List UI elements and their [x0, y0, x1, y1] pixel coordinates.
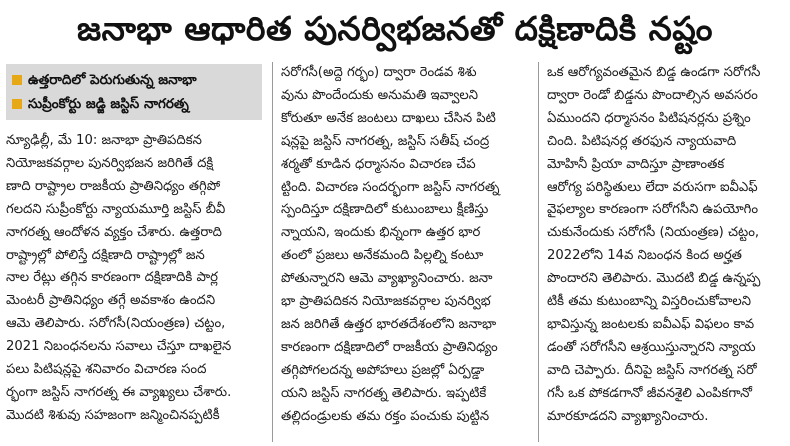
article-column-2	[272, 62, 537, 442]
square-bullet-icon	[12, 75, 22, 85]
text-line: తల్లిదండ్రులకు తమ రక్తం పంచుకు పుట్టిన	[281, 408, 490, 424]
text-line: డంతో సరోగసీని ఆశ్రయిస్తున్నారని న్యాయ	[547, 339, 756, 355]
text-line: న్నాయని, ఇందుకు భిన్నంగా ఉత్తర భార	[281, 225, 481, 241]
text-line: ద్వారా రెండో బిడ్డను పొందాల్సిన అవసరం	[547, 87, 758, 103]
text-line: ఒక ఆరోగ్యవంతమైన బిడ్డ ఉండగా సరోగసీ	[547, 65, 761, 80]
text-line: న్యూఢిల్లీ, మే 10: జనాభా ప్రాతిపదికన	[6, 133, 202, 148]
text-line: వైఫల్యాల కారణంగా సరోగసీని ఉపయోగిం	[547, 202, 759, 218]
text-line: ణాది రాష్ట్రాల రాజకీయ ప్రాతినిధ్యం తగ్గిపో	[6, 178, 221, 194]
highlight-text: సుప్రీంకోర్టు జడ్జి జస్టిస్ నాగరత్న	[28, 95, 189, 112]
text-line: టికీ తమ కుటుంబాన్ని విస్తరించుకోవాలని	[547, 294, 752, 310]
highlight-item	[12, 92, 256, 116]
highlight-item	[12, 68, 256, 92]
text-line: వును పొందేందుకు అనుమతి ఇవ్వాలని	[281, 87, 479, 103]
text-line: ట్టింది. విచారణ సందర్భంగా జస్టిస్ నాగరత్న	[281, 179, 500, 195]
text-line: తగ్గిపోగలదన్న అపోహలు ప్రజల్లో ఏర్పడ్డా	[281, 362, 485, 378]
text-line: ఏముందని ధర్మాసనం పిటిషనర్లను ప్రశ్నిం	[547, 110, 751, 126]
text-line: పలు పిటిషన్లపై శనివారం విచారణ సంద	[6, 362, 207, 378]
text-line: పోతున్నారని ఆమె వ్యాఖ్యానించారు. జనా	[281, 271, 493, 287]
text-line: కారణంగా దక్షిణాదిలో రాజకీయ ప్రాతినిధ్యం	[281, 339, 498, 355]
text-line: నాల రేట్లు తగ్గిన కారణంగా దక్షిణాదికి పార్ల	[6, 270, 218, 286]
text-line: యని జస్టిస్ నాగరత్న తెలిపారు. ఇప్పటికే	[281, 385, 487, 401]
text-line: పొందారని తెలిపారు. మొదటి బిడ్డ ఉన్నప్ప	[547, 271, 761, 287]
text-line: భావిస్తున్న జంటలకు ఐవీఎఫ్ విఫలం కావ	[547, 316, 755, 332]
text-line: 2021 నిబంధనలను సవాలు చేస్తూ దాఖలైన	[6, 339, 232, 355]
square-bullet-icon	[12, 99, 22, 109]
text-line: గలదని సుప్రీంకోర్టు న్యాయమూర్తి జస్టిస్ బీవీ	[6, 201, 226, 217]
text-line: స్పందిస్తూ దక్షిణాదిలో కుటుంబాలు క్షీణిస్తు	[281, 202, 489, 218]
text-line: మారకూడదని వ్యాఖ్యానించారు.	[547, 408, 709, 424]
text-line: మెంటరీ ప్రాతినిధ్యం తగ్గే అవకాశం ఉందని	[6, 293, 216, 309]
text-line: 2022లోని 14వ నిబంధన కింద అర్హత	[547, 248, 742, 264]
text-line: వాది చెప్పారు. దీనిపై జస్టిస్ నాగరత్న సరో	[547, 362, 757, 378]
text-line: భా ప్రాతిపదికన నియోజకవర్గాల పునర్విభ	[281, 294, 491, 310]
text-line: ర్భంగా జస్టిస్ నాగరత్న ఈ వ్యాఖ్యలు చేశారు.	[6, 384, 232, 400]
highlight-text: ఉత్తరాదిలో పెరుగుతున్న జనాభా	[28, 71, 197, 88]
text-line: నాగరత్న ఆందోళన వ్యక్తం చేశారు. ఉత్తరాది	[6, 224, 222, 240]
article-column-3	[538, 62, 790, 442]
article-column-1	[6, 62, 262, 442]
text-line: సరోగసీ(అద్దె గర్భం) ద్వారా రెండవ శిశు	[281, 65, 477, 80]
text-line: తంలో ప్రజలు అనేకమంది పిల్లల్ని కంటూ	[281, 248, 484, 264]
text-line: నియోజకవర్గాల పునర్విభజన జరిగితే దక్షి	[6, 155, 214, 171]
text-line: గసీ ఒక పోకడగానో జీవనశైలి ఎంపికగానో	[547, 385, 752, 401]
text-line: ఆమె తెలిపారు. సరోగసీ(నియంత్రణ) చట్టం,	[6, 316, 226, 332]
text-line: చుకునేందుకు సరోగసీ (నియంత్రణ) చట్టం,	[547, 225, 760, 241]
headline: జనాభా ఆధారిత పునర్విభజనతో దక్షిణాదికి నష్టం	[76, 9, 714, 48]
text-line: రాష్ట్రాల్లో పోలిస్తే దక్షిణాది రాష్ట్రాల్లో జన	[6, 247, 205, 263]
highlights-box	[6, 64, 262, 120]
text-line: షన్లపై జస్టిస్ నాగరత్న, జస్టిస్ సతీష్ చంద్ర	[281, 133, 490, 149]
text-line: కోరుతూ అనేక జంటలు దాఖలు చేసిన పిటి	[281, 110, 496, 126]
text-line: శర్మతో కూడిన ధర్మాసనం విచారణ చేప	[281, 156, 476, 172]
text-line: ఆరోగ్య పరిస్థితులు లేదా వరుసగా ఐవీఎఫ్	[547, 179, 758, 195]
text-line: చింది. పిటిషనర్ల తరఫున న్యాయవాది	[547, 133, 737, 149]
text-line: జన జరిగితే ఉత్తర భారతదేశంలోని జనాభా	[281, 316, 497, 332]
text-line: మోహినీ ప్రియా వాదిస్తూ ప్రాణాంతక	[547, 156, 725, 172]
text-line: మొదటి శిశువు సహజంగా జన్మించినప్పటికీ	[6, 407, 220, 423]
